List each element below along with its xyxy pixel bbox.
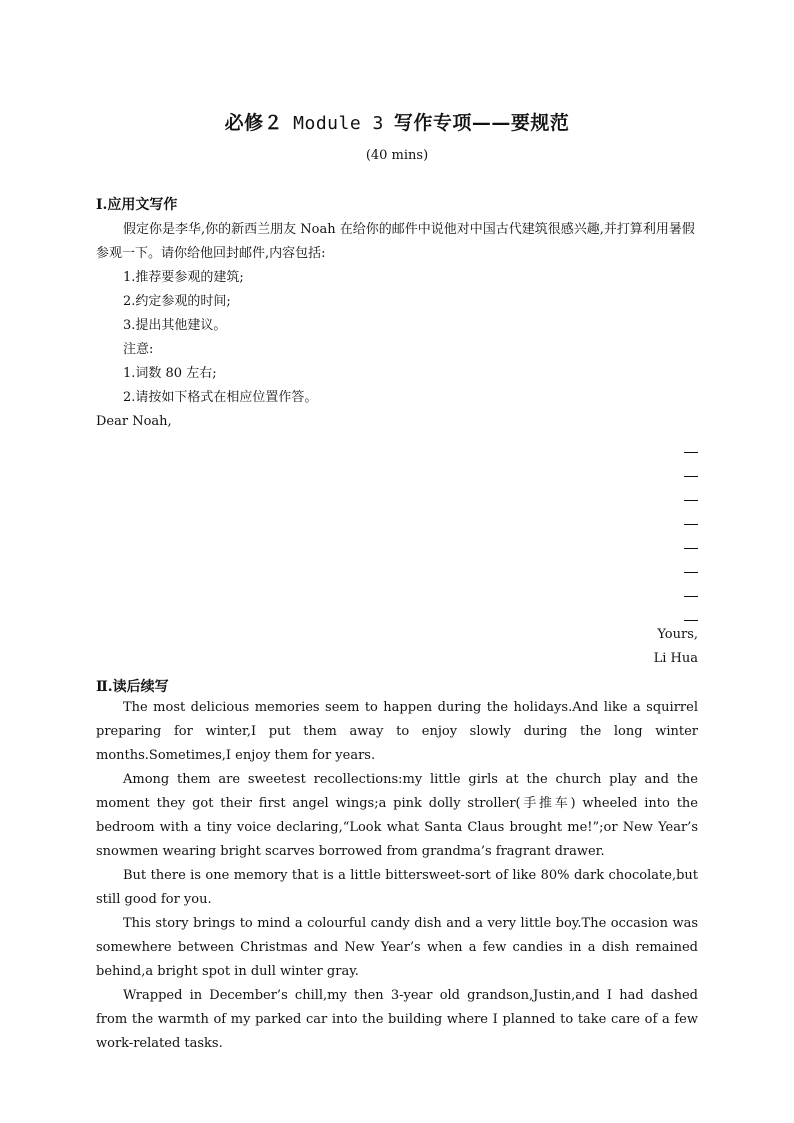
closing: Yours, bbox=[657, 627, 698, 642]
answer-line bbox=[678, 560, 698, 584]
story-text bbox=[96, 696, 698, 1056]
story-paragraph: This story brings to mind a colourful candy dish and a very little boy.The occasion was somewhere between Christmas and New Year’s when a few candies in a dish remained behind,a bright spot in dull winter gray. bbox=[96, 916, 698, 979]
note-label: 注意: bbox=[123, 342, 154, 357]
point-item: 2.约定参观的时间; bbox=[123, 294, 231, 309]
signature: Li Hua bbox=[653, 651, 698, 666]
answer-line bbox=[678, 584, 698, 608]
note-item: 2.请按如下格式在相应位置作答。 bbox=[123, 390, 318, 405]
section2-heading: Ⅱ.读后续写 bbox=[96, 679, 169, 695]
note-item: 1.词数 80 左右; bbox=[123, 366, 217, 381]
answer-line bbox=[678, 464, 698, 488]
page-title bbox=[0, 108, 794, 135]
answer-line bbox=[678, 440, 698, 464]
story-paragraph: But there is one memory that is a little bittersweet-sort of like 80% dark chocolate,but still good for you. bbox=[96, 868, 698, 907]
story-paragraph: Among them are sweetest recollections:my little girls at the church play and the moment they got their first angel wings;a pink dolly stroller(手推车) wheeled into the bedroom with a tiny voice declaring,“Look what Santa Claus brought me!”;or New Year’s snowmen wearing bright scarves borrowed from grandma’s fragrant drawer. bbox=[96, 772, 698, 859]
answer-line bbox=[678, 488, 698, 512]
point-item: 3.提出其他建议。 bbox=[123, 318, 227, 333]
section1-prompt: 假定你是李华,你的新西兰朋友 Noah 在给你的邮件中说他对中国古代建筑很感兴趣,并打算利用暑假参观一下。请你给他回封邮件,内容包括: bbox=[96, 222, 695, 261]
title-suffix: 写作专项——要规范 bbox=[393, 112, 570, 134]
answer-line bbox=[678, 512, 698, 536]
duration-label: (40 mins) bbox=[365, 148, 429, 163]
point-item: 1.推荐要参观的建筑; bbox=[123, 270, 244, 285]
story-paragraph: The most delicious memories seem to happen during the holidays.And like a squirrel preparing for winter,I put them away to enjoy slowly during the long winter months.Sometimes,I enjoy them for years. bbox=[96, 700, 698, 763]
answer-lines bbox=[678, 440, 698, 632]
title-module: Module 3 bbox=[293, 113, 384, 134]
section1-content bbox=[96, 218, 698, 434]
story-paragraph: Wrapped in December’s chill,my then 3-year old grandson,Justin,and I had dashed from the warmth of my parked car into the building where I planned to take care of a few work-related tasks. bbox=[96, 988, 698, 1051]
section1-heading: Ⅰ.应用文写作 bbox=[96, 197, 178, 213]
answer-line bbox=[678, 536, 698, 560]
title-prefix: 必修２ bbox=[224, 112, 284, 134]
salutation: Dear Noah, bbox=[96, 414, 172, 429]
